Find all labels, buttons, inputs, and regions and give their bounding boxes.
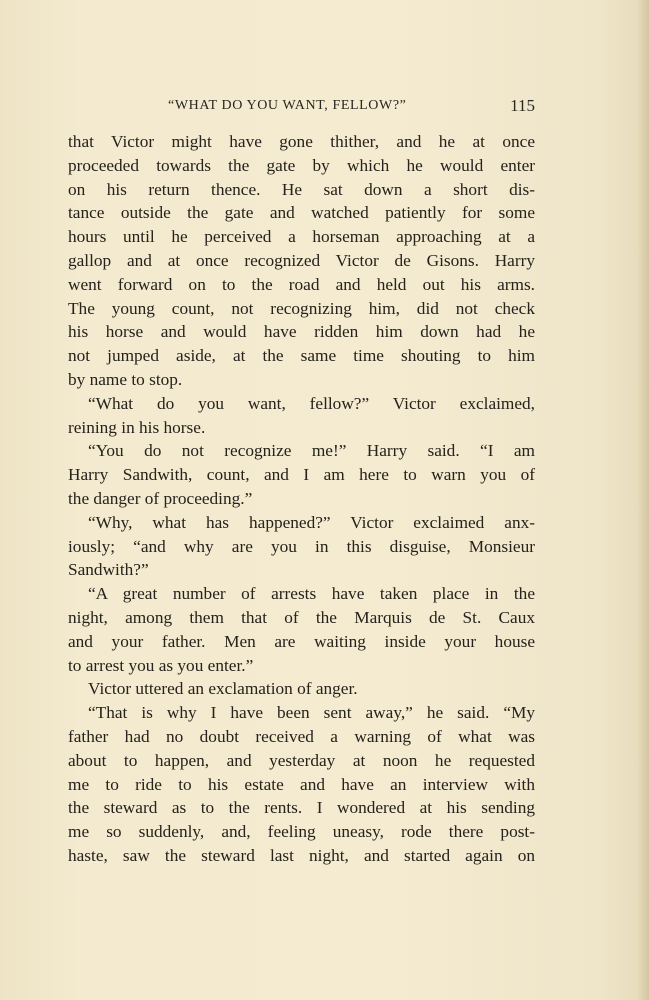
text-line: by name to stop. [68,369,183,389]
text-line: haste, saw the steward last night, and started again on [68,845,535,865]
text-line: went forward on to the road and held out his arms. [68,274,535,294]
text-line: the danger of proceeding.” [68,488,253,508]
text-line: Harry Sandwith, count, and I am here to warn you of [68,465,535,485]
text-line: about to happen, and yesterday at noon he requested [68,750,535,770]
text-line: to arrest you as you enter.” [68,655,254,675]
page-edge-shadow [637,0,649,1000]
text-line: “What do you want, fellow?” Victor exclaimed, [88,393,535,413]
text-line: “Why, what has happened?” Victor exclaimed anx- [88,512,535,532]
text-line: father had no doubt received a warning of what was [68,726,535,746]
text-line: Sandwith?” [68,560,149,580]
page-header [68,96,535,120]
text-line: night, among them that of the Marquis de St. Caux [68,607,535,627]
body-text [68,130,535,868]
text-line: not jumped aside, at the same time shouting to him [68,346,535,366]
text-line: “You do not recognize me!” Harry said. “I am [88,441,535,461]
text-line: The young count, not recognizing him, did not check [68,298,535,318]
text-line: “A great number of arrests have taken place in the [88,584,535,604]
running-title: “WHAT DO YOU WANT, FELLOW?” [168,98,407,113]
page-number: 115 [510,96,535,115]
text-line: his horse and would have ridden him down had he [68,322,535,342]
text-line: iously; “and why are you in this disguise, Monsieur [68,536,535,556]
text-line: me to ride to his estate and have an interview with [68,774,535,794]
text-line: gallop and at once recognized Victor de Gisons. Harry [68,250,535,270]
text-line: me so suddenly, and, feeling uneasy, rode there post- [68,822,535,842]
text-line: tance outside the gate and watched patiently for some [68,203,535,223]
text-line: the steward as to the rents. I wondered at his sending [68,798,535,818]
text-line: hours until he perceived a horseman approaching at a [68,227,535,247]
text-line: “That is why I have been sent away,” he said. “My [88,703,535,723]
text-line: that Victor might have gone thither, and he at once [68,132,535,151]
text-line: reining in his horse. [68,417,206,437]
text-line: on his return thence. He sat down a short dis- [68,179,535,199]
text-line: Victor uttered an exclamation of anger. [88,679,358,699]
text-line: and your father. Men are waiting inside your house [68,631,535,651]
text-line: proceeded towards the gate by which he would enter [68,155,535,175]
